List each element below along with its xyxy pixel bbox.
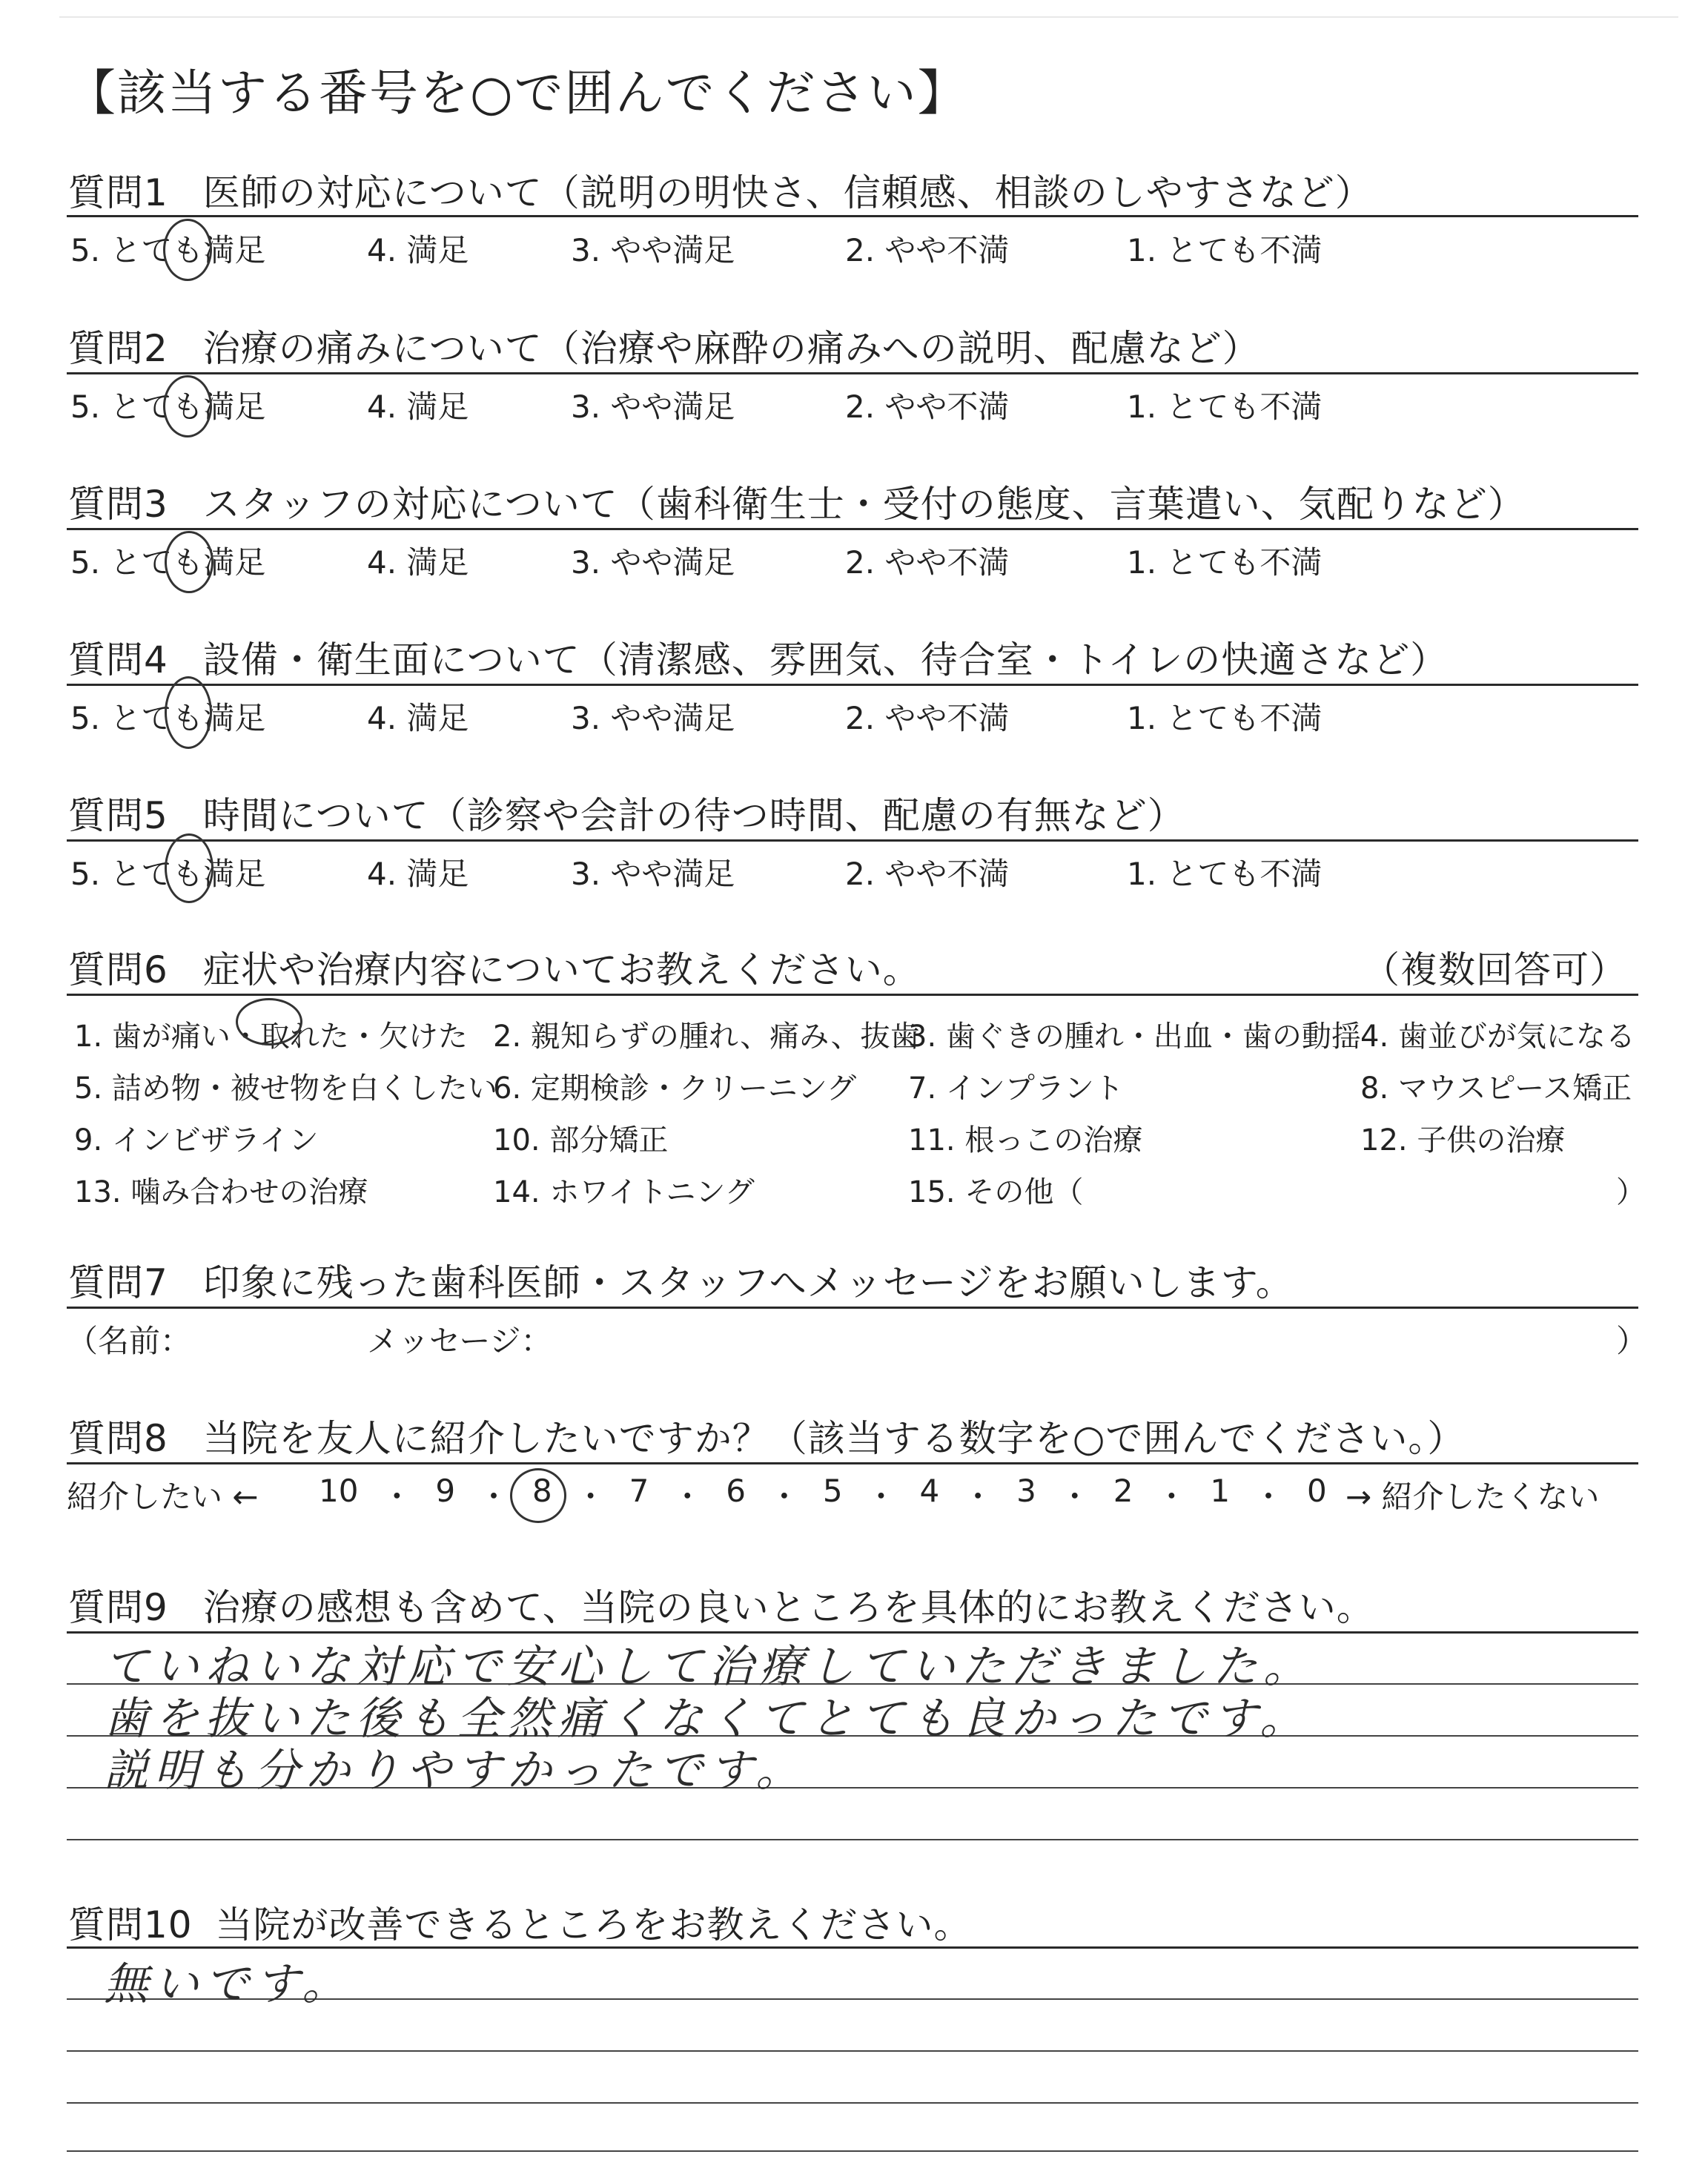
q1-selection-circle <box>163 219 212 281</box>
q8-score-8[interactable]: 8 <box>532 1473 552 1509</box>
q6-item-9[interactable]: 9. インビザライン <box>74 1123 319 1157</box>
q6-item-10[interactable]: 10. 部分矯正 <box>493 1123 669 1157</box>
q8-dot: ・ <box>865 1479 897 1515</box>
q8-score-10[interactable]: 10 <box>319 1473 359 1509</box>
q7-close-paren: ） <box>1616 1323 1648 1359</box>
q4-selection-circle <box>165 676 212 749</box>
q4-opt-1[interactable]: 1. とても不満 <box>1127 700 1323 736</box>
q6-item-12[interactable]: 12. 子供の治療 <box>1360 1123 1566 1157</box>
q6-item-2[interactable]: 2. 親知らずの腫れ、痛み、抜歯 <box>493 1020 920 1054</box>
q5-label: 質問5 <box>68 794 168 837</box>
q2-selection-circle <box>163 375 212 437</box>
q8-dot: ・ <box>478 1479 510 1515</box>
q10-text: 当院が改善できるところをお教えください。 <box>215 1903 972 1946</box>
q3-opt-2[interactable]: 2. やや不満 <box>845 544 1010 581</box>
q8-right-label: → 紹介したくない <box>1345 1479 1600 1515</box>
q7-label: 質問7 <box>68 1261 168 1304</box>
q5-text: 時間について（診察や会計の待つ時間、配慮の有無など） <box>202 794 1185 837</box>
q10-answer-line-1: 無いです。 <box>104 1958 353 2010</box>
q8-score-6[interactable]: 6 <box>726 1473 746 1509</box>
q3-opt-1[interactable]: 1. とても不満 <box>1127 544 1323 581</box>
q5-opt-5[interactable]: 5. とても満足 <box>70 856 266 892</box>
q8-score-5[interactable]: 5 <box>822 1473 843 1509</box>
q6-item-11[interactable]: 11. 根っこの治療 <box>908 1123 1143 1157</box>
q8-score-1[interactable]: 1 <box>1210 1473 1231 1509</box>
top-edge-line <box>59 16 1678 18</box>
q4-heading <box>68 630 1448 684</box>
q8-text: 当院を友人に紹介したいですか？（該当する数字を○で囲んでください。） <box>202 1417 1466 1460</box>
q8-score-4[interactable]: 4 <box>919 1473 940 1509</box>
q6-rule <box>67 994 1638 996</box>
q6-item-14[interactable]: 14. ホワイトニング <box>493 1175 755 1209</box>
q1-label: 質問1 <box>68 171 168 214</box>
q3-opt-3[interactable]: 3. やや満足 <box>571 544 735 581</box>
q1-opt-2[interactable]: 2. やや不満 <box>845 232 1010 268</box>
q4-opt-3[interactable]: 3. やや満足 <box>571 700 735 736</box>
q2-rule <box>67 372 1638 374</box>
q1-opt-3[interactable]: 3. やや満足 <box>571 232 735 268</box>
q1-opt-1[interactable]: 1. とても不満 <box>1127 232 1323 268</box>
q1-rule <box>67 215 1638 217</box>
q8-dot: ・ <box>768 1479 800 1515</box>
page-title: 【該当する番号を○で囲んでください】 <box>67 65 968 122</box>
q8-dot: ・ <box>1253 1479 1285 1515</box>
q5-opt-1[interactable]: 1. とても不満 <box>1127 856 1323 892</box>
q8-dot: ・ <box>381 1479 413 1515</box>
q10-line-4 <box>67 2150 1638 2152</box>
q7-name-label: （名前： <box>67 1323 192 1359</box>
q8-score-0[interactable]: 0 <box>1306 1473 1327 1509</box>
q4-opt-2[interactable]: 2. やや不満 <box>845 700 1010 736</box>
q3-opt-4[interactable]: 4. 満足 <box>367 544 469 581</box>
q2-opt-3[interactable]: 3. やや満足 <box>571 389 735 425</box>
q7-rule <box>67 1307 1638 1309</box>
q6-item-8[interactable]: 8. マウスピース矯正 <box>1360 1071 1632 1106</box>
q4-text: 設備・衛生面について（清潔感、雰囲気、待合室・トイレの快適さなど） <box>202 638 1449 681</box>
q8-dot: ・ <box>672 1479 704 1515</box>
q6-item-15[interactable]: 15. その他（ <box>908 1175 1084 1209</box>
q8-scale <box>319 1473 1327 1517</box>
q8-label: 質問8 <box>68 1417 168 1460</box>
q3-label: 質問3 <box>68 483 168 526</box>
q8-dot: ・ <box>1059 1479 1090 1515</box>
q6-item-4[interactable]: 4. 歯並びが気になる <box>1360 1020 1635 1054</box>
q8-dot: ・ <box>575 1479 606 1515</box>
q2-heading <box>68 319 1260 372</box>
q2-label: 質問2 <box>68 327 168 370</box>
q9-line-4 <box>67 1839 1638 1840</box>
q6-item-6[interactable]: 6. 定期検診・クリーニング <box>493 1071 857 1106</box>
q8-dot: ・ <box>962 1479 994 1515</box>
q5-selection-circle <box>165 833 214 903</box>
q6-selection-circle <box>236 998 302 1046</box>
q9-answer-line-2: 歯を抜いた後も全然痛くなくてとても良かったです。 <box>104 1693 1311 1745</box>
q5-heading <box>68 786 1185 839</box>
q1-heading <box>68 163 1373 217</box>
q6-text: 症状や治療内容についてお教えください。 <box>202 948 921 991</box>
q10-line-2 <box>67 2050 1638 2052</box>
q6-multi-note: （複数回答可） <box>1363 948 1627 991</box>
q7-message-label: メッセージ： <box>367 1323 552 1359</box>
q4-label: 質問4 <box>68 638 168 681</box>
q3-heading <box>68 475 1526 528</box>
q9-answer-line-3: 説明も分かりやすかったです。 <box>104 1745 807 1797</box>
q6-item-3[interactable]: 3. 歯ぐきの腫れ・出血・歯の動揺 <box>908 1020 1361 1054</box>
q3-opt-5[interactable]: 5. とても満足 <box>70 544 266 581</box>
q6-item-1[interactable]: 1. 歯が痛い・取れた・欠けた <box>74 1020 468 1054</box>
q6-item-15-close: ） <box>1616 1175 1646 1209</box>
q9-label: 質問9 <box>68 1586 168 1629</box>
q6-label: 質問6 <box>68 948 168 991</box>
q3-text: スタッフの対応について（歯科衛生士・受付の態度、言葉遣い、気配りなど） <box>202 483 1526 526</box>
q2-opt-1[interactable]: 1. とても不満 <box>1127 389 1323 425</box>
q2-opt-4[interactable]: 4. 満足 <box>367 389 469 425</box>
q6-heading <box>68 940 921 994</box>
q7-heading <box>68 1253 1294 1307</box>
q5-opt-2[interactable]: 2. やや不満 <box>845 856 1010 892</box>
q9-text: 治療の感想も含めて、当院の良いところを具体的にお教えください。 <box>202 1586 1374 1629</box>
q4-opt-4[interactable]: 4. 満足 <box>367 700 469 736</box>
q6-item-5[interactable]: 5. 詰め物・被せ物を白くしたい <box>74 1071 497 1106</box>
q2-text: 治療の痛みについて（治療や麻酔の痛みへの説明、配慮など） <box>202 327 1260 370</box>
q8-score-9[interactable]: 9 <box>435 1473 456 1509</box>
q2-opt-2[interactable]: 2. やや不満 <box>845 389 1010 425</box>
q8-score-7[interactable]: 7 <box>629 1473 649 1509</box>
q8-rule <box>67 1462 1638 1464</box>
q1-text: 医師の対応について（説明の明快さ、信頼感、相談のしやすさなど） <box>202 171 1373 214</box>
q6-item-7[interactable]: 7. インプラント <box>908 1071 1124 1106</box>
q7-text: 印象に残った歯科医師・スタッフへメッセージをお願いします。 <box>202 1261 1294 1304</box>
q5-rule <box>67 839 1638 842</box>
q6-item-13[interactable]: 13. 噛み合わせの治療 <box>74 1175 368 1209</box>
q3-rule <box>67 528 1638 530</box>
q8-dot: ・ <box>1156 1479 1188 1515</box>
q8-score-2[interactable]: 2 <box>1113 1473 1133 1509</box>
q1-opt-4[interactable]: 4. 満足 <box>367 232 469 268</box>
q8-heading <box>68 1409 1465 1462</box>
q3-selection-circle <box>165 531 214 593</box>
q2-opt-5[interactable]: 5. とても満足 <box>70 389 266 425</box>
q8-left-label: 紹介したい ← <box>67 1479 259 1515</box>
q9-heading <box>68 1578 1374 1631</box>
q4-opt-5[interactable]: 5. とても満足 <box>70 700 266 736</box>
q8-score-3[interactable]: 3 <box>1016 1473 1036 1509</box>
q5-opt-4[interactable]: 4. 満足 <box>367 856 469 892</box>
q4-rule <box>67 684 1638 686</box>
q9-answer-line-1: ていねいな対応で安心して治療していただきました。 <box>104 1641 1314 1693</box>
q10-heading <box>68 1895 972 1949</box>
q1-opt-5[interactable]: 5. とても満足 <box>70 232 266 268</box>
q10-label: 質問10 <box>68 1903 193 1946</box>
q8-selection-circle <box>510 1468 566 1523</box>
q5-opt-3[interactable]: 3. やや満足 <box>571 856 735 892</box>
q10-line-3 <box>67 2102 1638 2104</box>
